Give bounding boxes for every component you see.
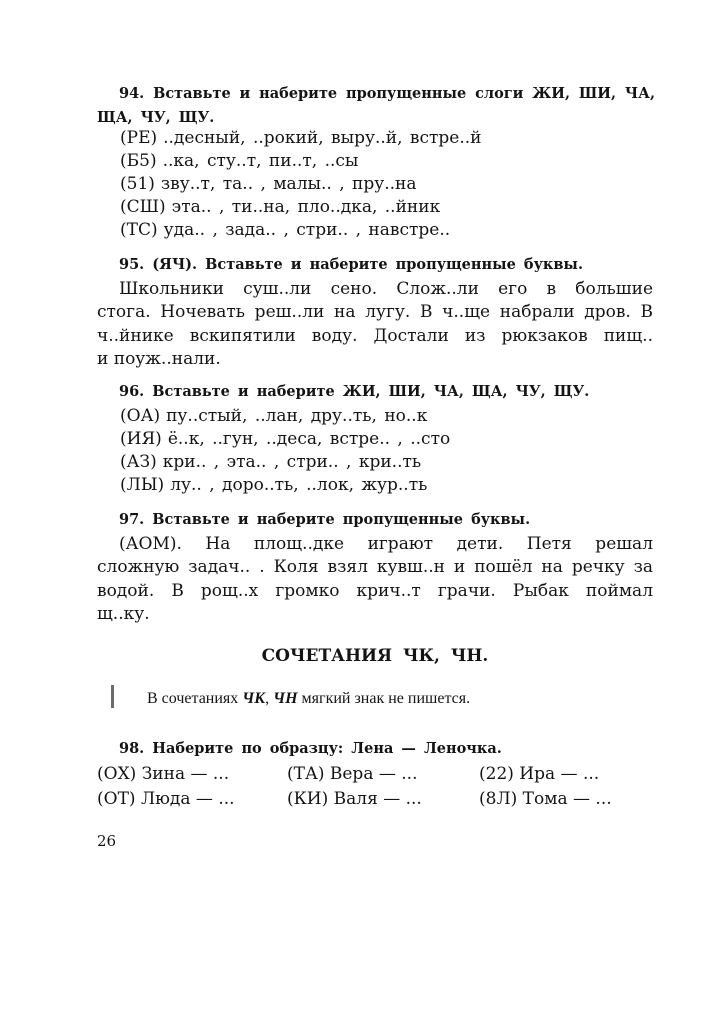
grid-cell: (ТА) Вера — ... [287,764,418,784]
list-item [120,150,482,173]
task-number: 94. [119,85,145,102]
grid-cell: (ОТ) Люда — ... [97,789,235,809]
item-code: (ОА) [120,406,161,426]
list-item [120,474,450,497]
item-code: (ЛЫ) [120,475,165,495]
task-95-text [97,278,653,372]
task-number: 97. [119,511,145,528]
list-item [120,173,482,196]
rule-text [147,690,470,708]
list-item [120,428,450,451]
item-code: (СШ) [120,197,166,217]
task-97-heading [97,508,655,532]
task-96-items [120,405,450,497]
paragraph-line: ч..йнике вскипятили воду. Достали из рюкзаков пищ.. [97,325,653,346]
list-item [120,451,450,474]
item-text: ..десный, ..рокий, выру..й, встре..й [163,128,482,148]
list-item [120,127,482,150]
grid-row [97,762,657,787]
item-text: ё..к, ..гун, ..деса, встре.. , ..сто [167,429,451,449]
item-code: (ИЯ) [120,429,162,449]
item-code: (РЕ) [120,128,158,148]
task-title: Вставьте и наберите ЖИ, ШИ, ЧА, ЩА, ЧУ, ЩУ. [152,383,590,400]
task-96-heading [97,380,655,404]
paragraph-line: стога. Ночевать реш..ли на лугу. В ч..ще набрали дров. В [97,302,653,323]
rule-prefix: В сочетаниях [147,690,243,707]
rule-marker-bar [111,685,114,708]
task-title-continued: ЩА, ЧУ, ЩУ. [97,109,215,126]
item-text: зву..т, та.. , малы.. , пру..на [160,174,417,194]
grid-row [97,787,657,812]
item-text: уда.. , зада.. , стри.. , навстре.. [163,220,451,240]
section-title: СОЧЕТАНИЯ ЧК, ЧН. [261,646,489,666]
grid-cell: (КИ) Валя — ... [287,789,422,809]
list-item [120,196,482,219]
task-title: Вставьте и наберите пропущенные буквы. [205,256,584,273]
task-94-heading [97,82,655,130]
item-code: (АЗ) [120,452,157,472]
paragraph-line: (АОМ). На площ..дке играют дети. Петя решал [119,534,653,554]
list-item [120,405,450,428]
rule-combo-chk: ЧК [242,690,266,707]
task-98-grid [97,762,657,812]
item-code: (ТС) [120,220,158,240]
item-text: пу..стый, ..лан, дру..ть, но..к [166,406,428,426]
rule-separator: , [265,690,274,707]
item-text: ..ка, сту..т, пи..т, ..сы [162,151,359,171]
paragraph-line: щ..ку. [97,604,150,625]
grid-cell: (8Л) Тома — ... [479,789,612,809]
task-95-heading [97,253,655,277]
paragraph-line: и поуж..нали. [97,349,221,370]
paragraph-line: Школьники суш..ли сено. Слож..ли его в большие [119,279,653,299]
task-code: (ЯЧ). [152,256,198,273]
item-text: лу.. , доро..ть, ..лок, жур..ть [170,475,428,495]
task-98-heading [97,737,655,761]
task-94-items [120,127,482,242]
item-text: кри.. , эта.. , стри.. , кри..ть [162,452,422,472]
item-code: (Б5) [120,151,157,171]
task-number: 98. [119,740,145,757]
task-title: Вставьте и наберите пропущенные слоги ЖИ, ШИ, ЧА, [153,85,655,102]
item-text: эта.. , ти..на, пло..дка, ..йник [171,197,441,217]
paragraph-line: сложную задач.. . Коля взял кувш..н и пошёл на речку за [97,557,653,578]
paragraph-line: водой. В рощ..х громко крич..т грачи. Рыбак поймал [97,580,653,601]
task-97-text [97,533,653,627]
list-item [120,219,482,242]
rule-suffix: мягкий знак не пишется. [297,690,471,707]
page-number: 26 [97,832,117,850]
task-number: 95. [119,256,145,273]
grid-cell: (22) Ира — ... [479,764,600,784]
rule-combo-chn: ЧН [273,690,298,707]
item-code: (51) [120,174,155,194]
task-title: Наберите по образцу: Лена — Леночка. [152,740,502,757]
grid-cell: (ОХ) Зина — ... [97,764,230,784]
task-title: Вставьте и наберите пропущенные буквы. [152,511,531,528]
task-number: 96. [119,383,145,400]
